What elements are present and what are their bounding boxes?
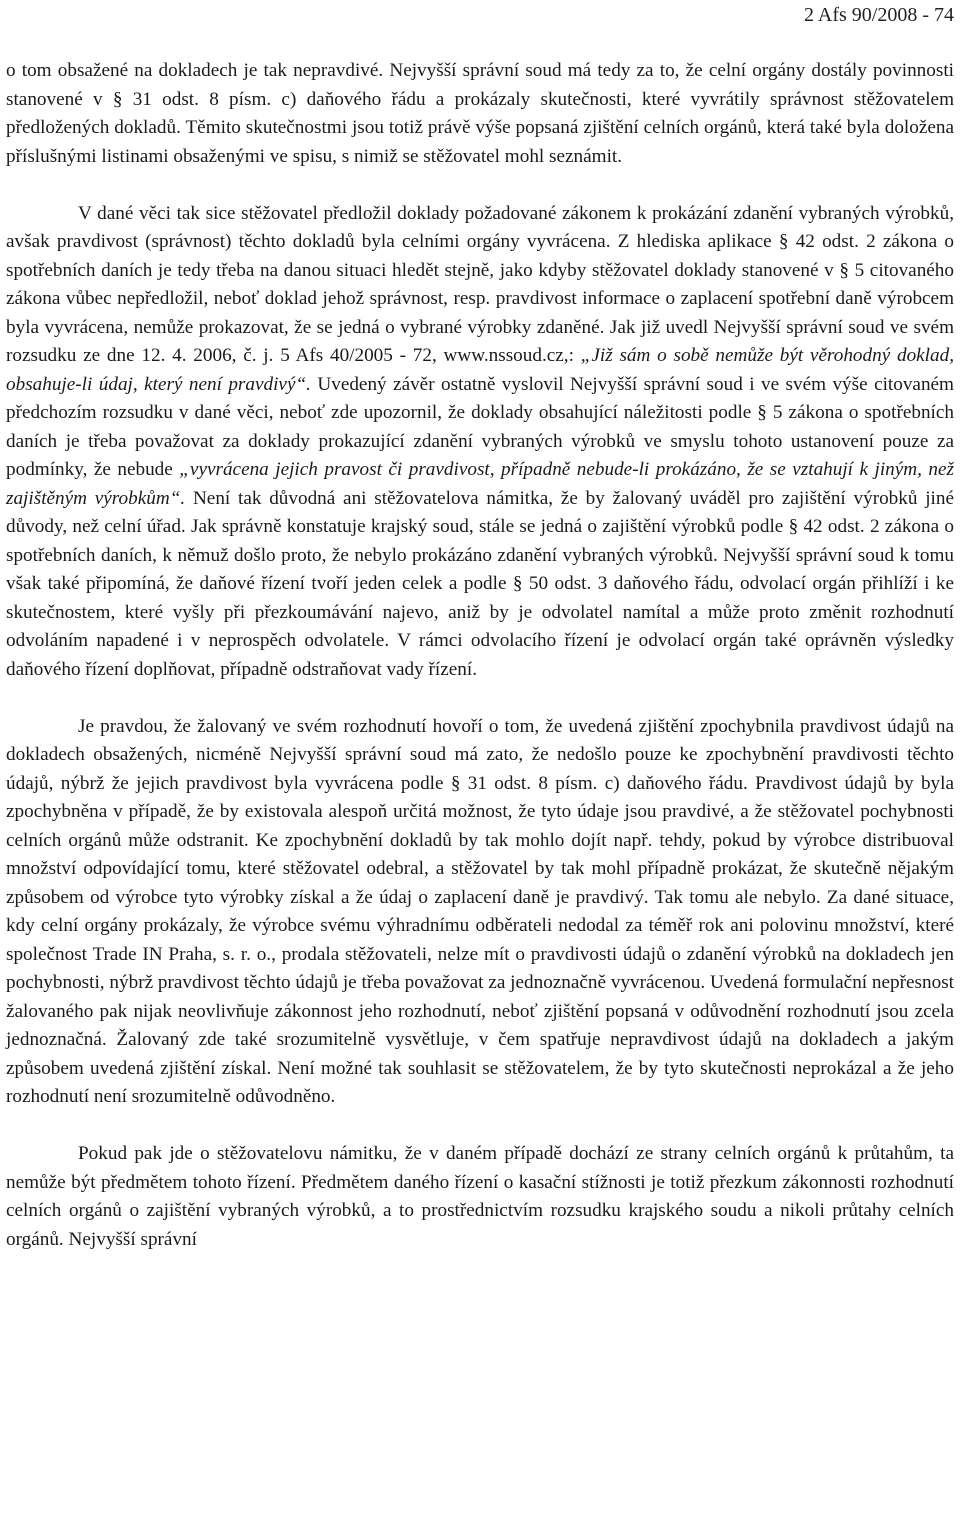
paragraph-3 — [6, 713, 954, 1112]
paragraph-2-quote-2: „vyvrácena jejich pravost či pravdivost, případně nebude-li prokázáno, že se vztahují k jiným, než zajištěným výrobkům“. — [6, 459, 954, 509]
paragraph-3-text: Je pravdou, že žalovaný ve svém rozhodnutí hovoří o tom, že uvedená zjištění zpochybnila pravdivost údajů na dokladech obsažených, nicméně Nejvyšší správní soud má zato, že nedošlo pouze ke zpochybnění pravdivosti těchto údajů, nýbrž že jejich pravdivost byla vyvrácena podle § 31 odst. 8 písm. c) daňového řádu. Pravdivost údajů by byla zpochybněna v případě, že by existovala alespoň určitá možnost, že tyto údaje jsou pravdivé, a že stěžovatel pochybnosti celních orgánů může odstranit. Ke zpochybnění dokladů by tak mohlo dojít např. tehdy, pokud by výrobce distribuoval množství odpovídající tomu, které stěžovatel odebral, a stěžovatel by tak mohl případně prokázat, že skutečně nějakým způsobem od výrobce tyto výrobky získal a že údaj o zaplacení daně je pravdivý. Tak tomu ale nebylo. Za dané situace, kdy celní orgány prokázaly, že výrobce svému výhradnímu odběrateli nedodal za téměř rok ani polovinu množství, které společnost Trade IN Praha, s. r. o., prodala stěžovateli, nelze mít o pravdivosti údajů o zdanění výrobků na dokladech jen pochybnosti, nýbrž pravdivost těchto údajů je třeba považovat za jednoznačně vyvrácenou. Uvedená formulační nepřesnost žalovaného pak nijak neovlivňuje zákonnost jeho rozhodnutí, neboť zjištění popsaná v odůvodnění rozhodnutí jsou zcela jednoznačná. Žalovaný zde také srozumitelně vysvětluje, v čem spatřuje nepravdivost údajů na dokladech a jakým způsobem uvedená zjištění získal. Není možné tak souhlasit se stěžovatelem, že by tyto skutečnosti neprokázal a že jeho rozhodnutí není srozumitelně odůvodněno. — [6, 715, 954, 1107]
paragraph-2-text-b: Uvedený závěr ostatně vyslovil Nejvyšší správní soud i ve svém výše citovaném předchozím rozsudku v dané věci, neboť zde upozornil, že doklady obsahující náležitosti podle § 5 zákona o spotřebních daních je třeba považovat za doklady prokazující zdanění vybraných výrobků ve smyslu tohoto ustanovení pouze za podmínky, že nebude — [6, 373, 954, 480]
document-body — [6, 57, 954, 1254]
paragraph-4 — [6, 1140, 954, 1254]
page-header-case-number: 2 Afs 90/2008 - 74 — [804, 4, 954, 26]
paragraph-1 — [6, 57, 954, 171]
paragraph-2 — [6, 200, 954, 685]
paragraph-2-text-a: V dané věci tak sice stěžovatel předložil doklady požadované zákonem k prokázání zdanění vybraných výrobků, avšak pravdivost (správnost) těchto dokladů byla celními orgány vyvrácena. Z hlediska aplikace § 42 odst. 2 zákona o spotřebních daních je tedy třeba na danou situaci hledět stejně, jako kdyby stěžovatel doklady stanovené v § 5 citovaného zákona vůbec nepředložil, neboť doklad jehož správnost, resp. pravdivost informace o zaplacení spotřební daně výrobcem byla vyvrácena, nemůže prokazovat, že se jedná o vybrané výrobky zdaněné. Jak již uvedl Nejvyšší správní soud ve svém rozsudku ze dne 12. 4. 2006, č. j. 5 Afs 40/2005 - 72, www.nssoud.cz,: — [6, 202, 954, 366]
paragraph-1-text: o tom obsažené na dokladech je tak nepravdivé. Nejvyšší správní soud má tedy za to, že celní orgány dostály povinnosti stanovené v § 31 odst. 8 písm. c) daňového řádu a prokázaly skutečnosti, které vyvrátily správnost stěžovatelem předložených dokladů. Těmito skutečnostmi jsou totiž právě výše popsaná zjištění celních orgánů, která také byla doložena příslušnými listinami obsaženými ve spisu, s nimiž se stěžovatel mohl seznámit. — [6, 60, 954, 167]
paragraph-2-text-c: Není tak důvodná ani stěžovatelova námitka, že by žalovaný uváděl pro zajištění výrobků jiné důvody, než celní úřad. Jak správně konstatuje krajský soud, stále se jedná o zajištění výrobků podle § 42 odst. 2 zákona o spotřebních daních, k němuž došlo proto, že nebylo prokázáno zdanění vybraných výrobků. Nejvyšší správní soud k tomu však také připomíná, že daňové řízení tvoří jeden celek a podle § 50 odst. 3 daňového řádu, odvolací orgán přihlíží i ke skutečnostem, které vyšly při přezkoumávání najevo, aniž by je odvolatel namítal a může proto změnit rozhodnutí odvoláním napadené i v neprospěch odvolatele. V rámci odvolacího řízení je odvolací orgán také oprávněn výsledky daňového řízení doplňovat, případně odstraňovat vady řízení. — [6, 487, 954, 680]
paragraph-4-text: Pokud pak jde o stěžovatelovu námitku, že v daném případě dochází ze strany celních orgánů k průtahům, ta nemůže být předmětem tohoto řízení. Předmětem daného řízení o kasační stížnosti je totiž přezkum zákonnosti rozhodnutí celních orgánů o zajištění vybraných výrobků, a to prostřednictvím rozsudku krajského soudu a nikoli průtahy celních orgánů. Nejvyšší správní — [6, 1143, 954, 1250]
paragraph-2-quote-1: „Již sám o sobě nemůže být věrohodný doklad, obsahuje-li údaj, který není pravdivý“. — [6, 345, 954, 395]
